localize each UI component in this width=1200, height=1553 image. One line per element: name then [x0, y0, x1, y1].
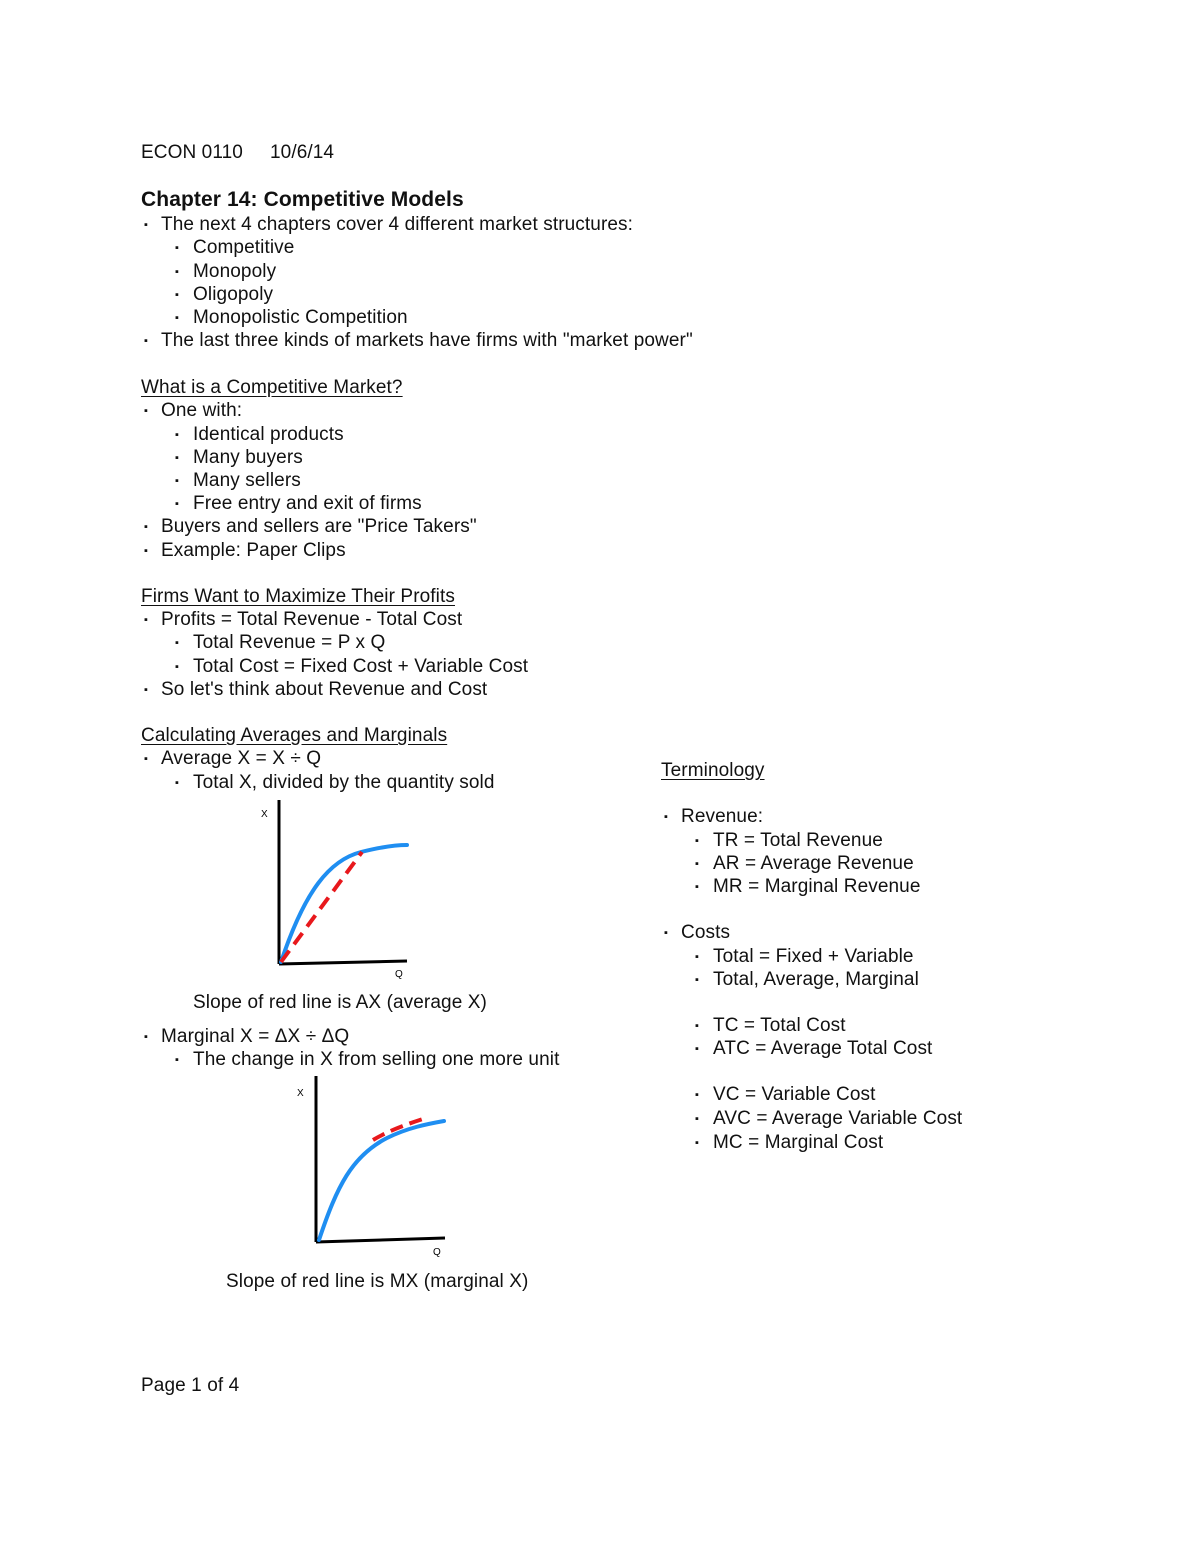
cost-term: MC = Marginal Cost — [713, 1132, 884, 1153]
revenue-label: Revenue: — [681, 806, 764, 827]
costs-label: Costs — [681, 922, 731, 943]
x-axis — [316, 1238, 445, 1242]
bullet-icon: ▪ — [175, 1054, 179, 1066]
revenue-term: MR = Marginal Revenue — [713, 876, 921, 897]
structure-item: Monopoly — [193, 261, 277, 282]
graph2-caption: Slope of red line is MX (marginal X) — [226, 1271, 529, 1292]
graph1-caption: Slope of red line is AX (average X) — [193, 992, 487, 1013]
page-number: Page 1 of 4 — [141, 1375, 240, 1396]
marginal-graph — [292, 1076, 462, 1261]
bullet-icon: ▪ — [144, 545, 148, 557]
total-cost-equation: Total Cost = Fixed Cost + Variable Cost — [193, 656, 529, 677]
bullet-icon: ▪ — [175, 452, 179, 464]
revenue-term: AR = Average Revenue — [713, 853, 914, 874]
cost-term: Total, Average, Marginal — [713, 969, 919, 990]
bullet-icon: ▪ — [175, 637, 179, 649]
section-heading-averages: Calculating Averages and Marginals — [141, 725, 448, 746]
cost-term: ATC = Average Total Cost — [713, 1038, 933, 1059]
course-code: ECON 0110 — [141, 142, 243, 163]
bullet-icon: ▪ — [144, 335, 148, 347]
example: Example: Paper Clips — [161, 540, 346, 561]
intro-line-2: The last three kinds of markets have firms with "market power" — [161, 330, 693, 351]
chapter-title: Chapter 14: Competitive Models — [141, 188, 464, 211]
feature-item: Many sellers — [193, 470, 301, 491]
bullet-icon: ▪ — [695, 1043, 699, 1055]
lecture-date: 10/6/14 — [270, 142, 335, 163]
average-graph — [255, 800, 425, 985]
cost-term: VC = Variable Cost — [713, 1084, 876, 1105]
x-axis — [279, 961, 407, 964]
section-heading-competitive: What is a Competitive Market? — [141, 377, 403, 398]
feature-item: Identical products — [193, 424, 344, 445]
bullet-icon: ▪ — [695, 835, 699, 847]
bullet-icon: ▪ — [144, 684, 148, 696]
price-takers: Buyers and sellers are "Price Takers" — [161, 516, 477, 537]
bullet-icon: ▪ — [144, 219, 148, 231]
cost-term: AVC = Average Variable Cost — [713, 1108, 963, 1129]
bullet-icon: ▪ — [144, 1031, 148, 1043]
structure-item: Oligopoly — [193, 284, 274, 305]
y-axis-label: X — [261, 809, 268, 820]
total-curve — [281, 845, 407, 962]
y-axis-label: X — [297, 1088, 304, 1099]
marginal-line — [373, 1118, 426, 1140]
marginal-equation: Marginal X = ΔX ÷ ΔQ — [161, 1026, 350, 1047]
feature-item: Many buyers — [193, 447, 303, 468]
total-curve — [319, 1121, 444, 1240]
bullet-icon: ▪ — [695, 1113, 699, 1125]
x-axis-label: Q — [395, 969, 403, 980]
profits-equation: Profits = Total Revenue - Total Cost — [161, 609, 463, 630]
x-axis-label: Q — [433, 1247, 441, 1258]
average-description: Total X, divided by the quantity sold — [193, 772, 495, 793]
revenue-term: TR = Total Revenue — [713, 830, 883, 851]
bullet-icon: ▪ — [664, 811, 668, 823]
bullet-icon: ▪ — [695, 951, 699, 963]
bullet-icon: ▪ — [695, 1137, 699, 1149]
average-equation: Average X = X ÷ Q — [161, 748, 322, 769]
bullet-icon: ▪ — [175, 312, 179, 324]
bullet-icon: ▪ — [695, 881, 699, 893]
bullet-icon: ▪ — [695, 858, 699, 870]
intro-line-1: The next 4 chapters cover 4 different market structures: — [161, 214, 634, 235]
revenue-cost-intro: So let's think about Revenue and Cost — [161, 679, 488, 700]
structure-item: Competitive — [193, 237, 295, 258]
bullet-icon: ▪ — [695, 974, 699, 986]
bullet-icon: ▪ — [144, 521, 148, 533]
structure-item: Monopolistic Competition — [193, 307, 408, 328]
bullet-icon: ▪ — [175, 777, 179, 789]
bullet-icon: ▪ — [144, 753, 148, 765]
average-line — [281, 852, 362, 962]
bullet-icon: ▪ — [175, 289, 179, 301]
bullet-icon: ▪ — [695, 1089, 699, 1101]
cost-term: Total = Fixed + Variable — [713, 946, 914, 967]
section-heading-terminology: Terminology — [661, 760, 765, 781]
bullet-icon: ▪ — [175, 242, 179, 254]
marginal-description: The change in X from selling one more unit — [193, 1049, 560, 1070]
cost-term: TC = Total Cost — [713, 1015, 846, 1036]
bullet-icon: ▪ — [695, 1020, 699, 1032]
bullet-icon: ▪ — [144, 614, 148, 626]
one-with: One with: — [161, 400, 243, 421]
total-revenue-equation: Total Revenue = P x Q — [193, 632, 386, 653]
bullet-icon: ▪ — [175, 661, 179, 673]
bullet-icon: ▪ — [175, 429, 179, 441]
feature-item: Free entry and exit of firms — [193, 493, 422, 514]
bullet-icon: ▪ — [175, 475, 179, 487]
bullet-icon: ▪ — [664, 927, 668, 939]
bullet-icon: ▪ — [175, 266, 179, 278]
bullet-icon: ▪ — [144, 405, 148, 417]
bullet-icon: ▪ — [175, 498, 179, 510]
section-heading-profits: Firms Want to Maximize Their Profits — [141, 586, 455, 607]
